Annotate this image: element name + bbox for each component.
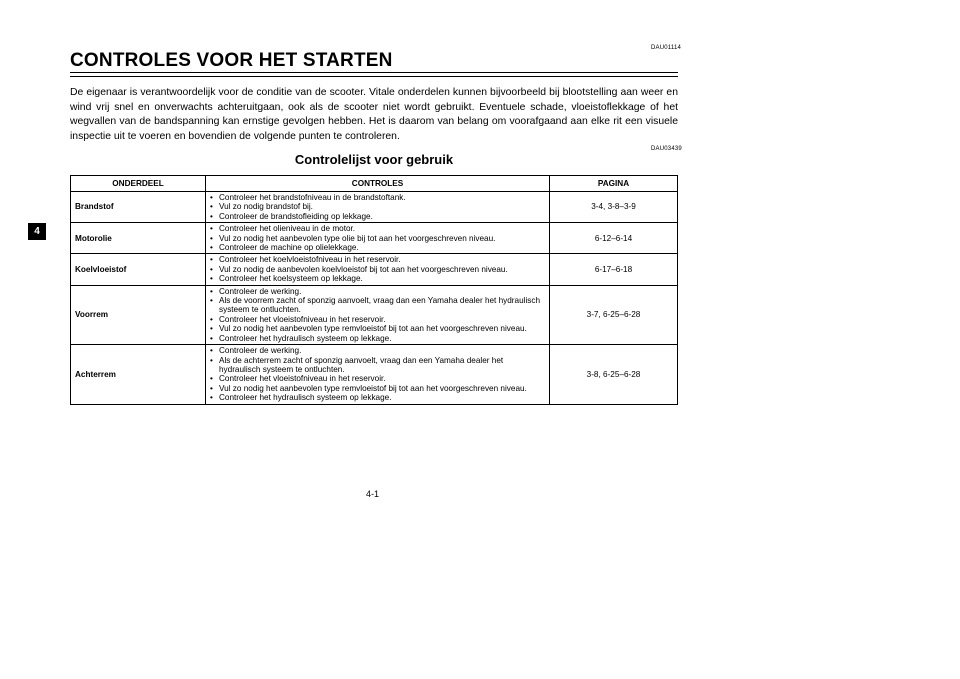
intro-paragraph: De eigenaar is verantwoordelijk voor de conditie van de scooter. Vitale onderdelen kunnen bijvoorbeeld bij blootstelling aan weer en wind vrij snel en onverwachts achteruitgaan, ook als de scooter niet wordt gebruikt. Eventuele schade, vloeistoflekkage of het wegvallen van de bandspanning kan ernstige gevolgen hebben. Het is daarom van belang om voorafgaand aan elke rit een visuele inspectie uit te voeren en bovendien de volgende punten te controleren. (70, 87, 678, 143)
bullet-icon: • (210, 224, 213, 234)
check-item (210, 193, 546, 202)
checks-list (210, 287, 546, 343)
check-item (210, 274, 546, 283)
part-name: Voorrem (71, 285, 206, 344)
page-reference: 6-17–6-18 (550, 254, 678, 285)
bullet-icon: • (210, 374, 213, 384)
page-reference: 3-8, 6-25–6-28 (550, 345, 678, 404)
check-item (210, 287, 546, 296)
page-reference: 6-12–6-14 (550, 223, 678, 254)
bullet-icon: • (210, 193, 213, 202)
header-page: PAGINA (550, 176, 678, 192)
check-item (210, 393, 546, 402)
reference-code-top: DAU01114 (651, 45, 682, 51)
table-row (71, 223, 678, 254)
checks-list (210, 193, 546, 221)
page-reference: 3-4, 3-8–3-9 (550, 192, 678, 223)
check-item (210, 202, 546, 211)
part-name: Motorolie (71, 223, 206, 254)
checks-cell (206, 254, 550, 285)
check-item (210, 374, 546, 383)
table-row (71, 254, 678, 285)
bullet-icon: • (210, 314, 213, 324)
check-text: Controleer het hydraulisch systeem op lekkage. (219, 393, 392, 403)
title-rule-thin (70, 76, 678, 77)
checks-cell (206, 285, 550, 344)
check-item (210, 224, 546, 233)
check-item (210, 243, 546, 252)
check-item (210, 346, 546, 355)
check-text: Controleer de werking. (219, 346, 302, 356)
bullet-icon: • (210, 346, 213, 356)
checks-list (210, 346, 546, 402)
check-text: Controleer de werking. (219, 286, 302, 296)
page-title: CONTROLES VOOR HET STARTEN (70, 50, 393, 71)
checklist-table (70, 175, 678, 405)
bullet-icon: • (210, 286, 213, 296)
check-item (210, 265, 546, 274)
checks-cell (206, 345, 550, 404)
check-text: Controleer het vloeistofniveau in het reservoir. (219, 374, 386, 384)
check-text: Controleer het vloeistofniveau in het reservoir. (219, 314, 386, 324)
check-text: Als de voorrem zacht of sponzig aanvoelt, vraag dan een Yamaha dealer het hydraulisch systeem te ontluchten. (219, 296, 541, 315)
check-text: Controleer de machine op olielekkage. (219, 243, 359, 253)
check-item (210, 384, 546, 393)
bullet-icon: • (210, 333, 213, 343)
check-item (210, 212, 546, 221)
bullet-icon: • (210, 393, 213, 403)
bullet-icon: • (210, 243, 213, 253)
checks-list (210, 224, 546, 252)
page-reference: 3-7, 6-25–6-28 (550, 285, 678, 344)
bullet-icon: • (210, 296, 213, 306)
check-text: Controleer het olieniveau in de motor. (219, 224, 356, 234)
checks-cell (206, 192, 550, 223)
bullet-icon: • (210, 355, 213, 365)
check-text: Vul zo nodig brandstof bij. (219, 202, 313, 212)
bullet-icon: • (210, 255, 213, 265)
check-text: Als de achterrem zacht of sponzig aanvoelt, vraag dan een Yamaha dealer het hydraulisch systeem te ontluchten. (219, 355, 504, 374)
table-header-row (71, 176, 678, 192)
reference-code-checklist: DAU03439 (651, 146, 682, 152)
check-item (210, 234, 546, 243)
check-text: Vul zo nodig het aanbevolen type remvloeistof bij tot aan het voorgeschreven niveau. (219, 324, 527, 334)
part-name: Koelvloeistof (71, 254, 206, 285)
check-item (210, 296, 546, 315)
check-text: Vul zo nodig het aanbevolen type remvloeistof bij tot aan het voorgeschreven niveau. (219, 383, 527, 393)
bullet-icon: • (210, 264, 213, 274)
check-item (210, 356, 546, 375)
bullet-icon: • (210, 324, 213, 334)
header-checks: CONTROLES (206, 176, 550, 192)
check-item (210, 315, 546, 324)
bullet-icon: • (210, 383, 213, 393)
part-name: Brandstof (71, 192, 206, 223)
bullet-icon: • (210, 202, 213, 212)
checks-cell (206, 223, 550, 254)
title-rule-thick (70, 72, 678, 73)
table-row (71, 285, 678, 344)
bullet-icon: • (210, 233, 213, 243)
bullet-icon: • (210, 274, 213, 284)
check-item (210, 334, 546, 343)
page-number: 4-1 (366, 489, 380, 499)
check-text: Controleer het koelvloeistofniveau in het reservoir. (219, 255, 401, 265)
check-text: Controleer het koelsysteem op lekkage. (219, 274, 363, 284)
check-text: Controleer het brandstofniveau in de brandstoftank. (219, 193, 406, 202)
checks-list (210, 255, 546, 283)
header-part: ONDERDEEL (71, 176, 206, 192)
part-name: Achterrem (71, 345, 206, 404)
table-row (71, 345, 678, 404)
check-text: Vul zo nodig het aanbevolen type olie bij tot aan het voorgeschreven niveau. (219, 233, 496, 243)
check-text: Controleer de brandstofleiding op lekkage. (219, 211, 373, 221)
chapter-tab: 4 (28, 223, 46, 240)
checklist-title: Controlelijst voor gebruik (294, 152, 454, 167)
bullet-icon: • (210, 211, 213, 221)
check-item (210, 324, 546, 333)
check-text: Controleer het hydraulisch systeem op lekkage. (219, 333, 392, 343)
check-item (210, 255, 546, 264)
table-row (71, 192, 678, 223)
check-text: Vul zo nodig de aanbevolen koelvloeistof bij tot aan het voorgeschreven niveau. (219, 264, 508, 274)
